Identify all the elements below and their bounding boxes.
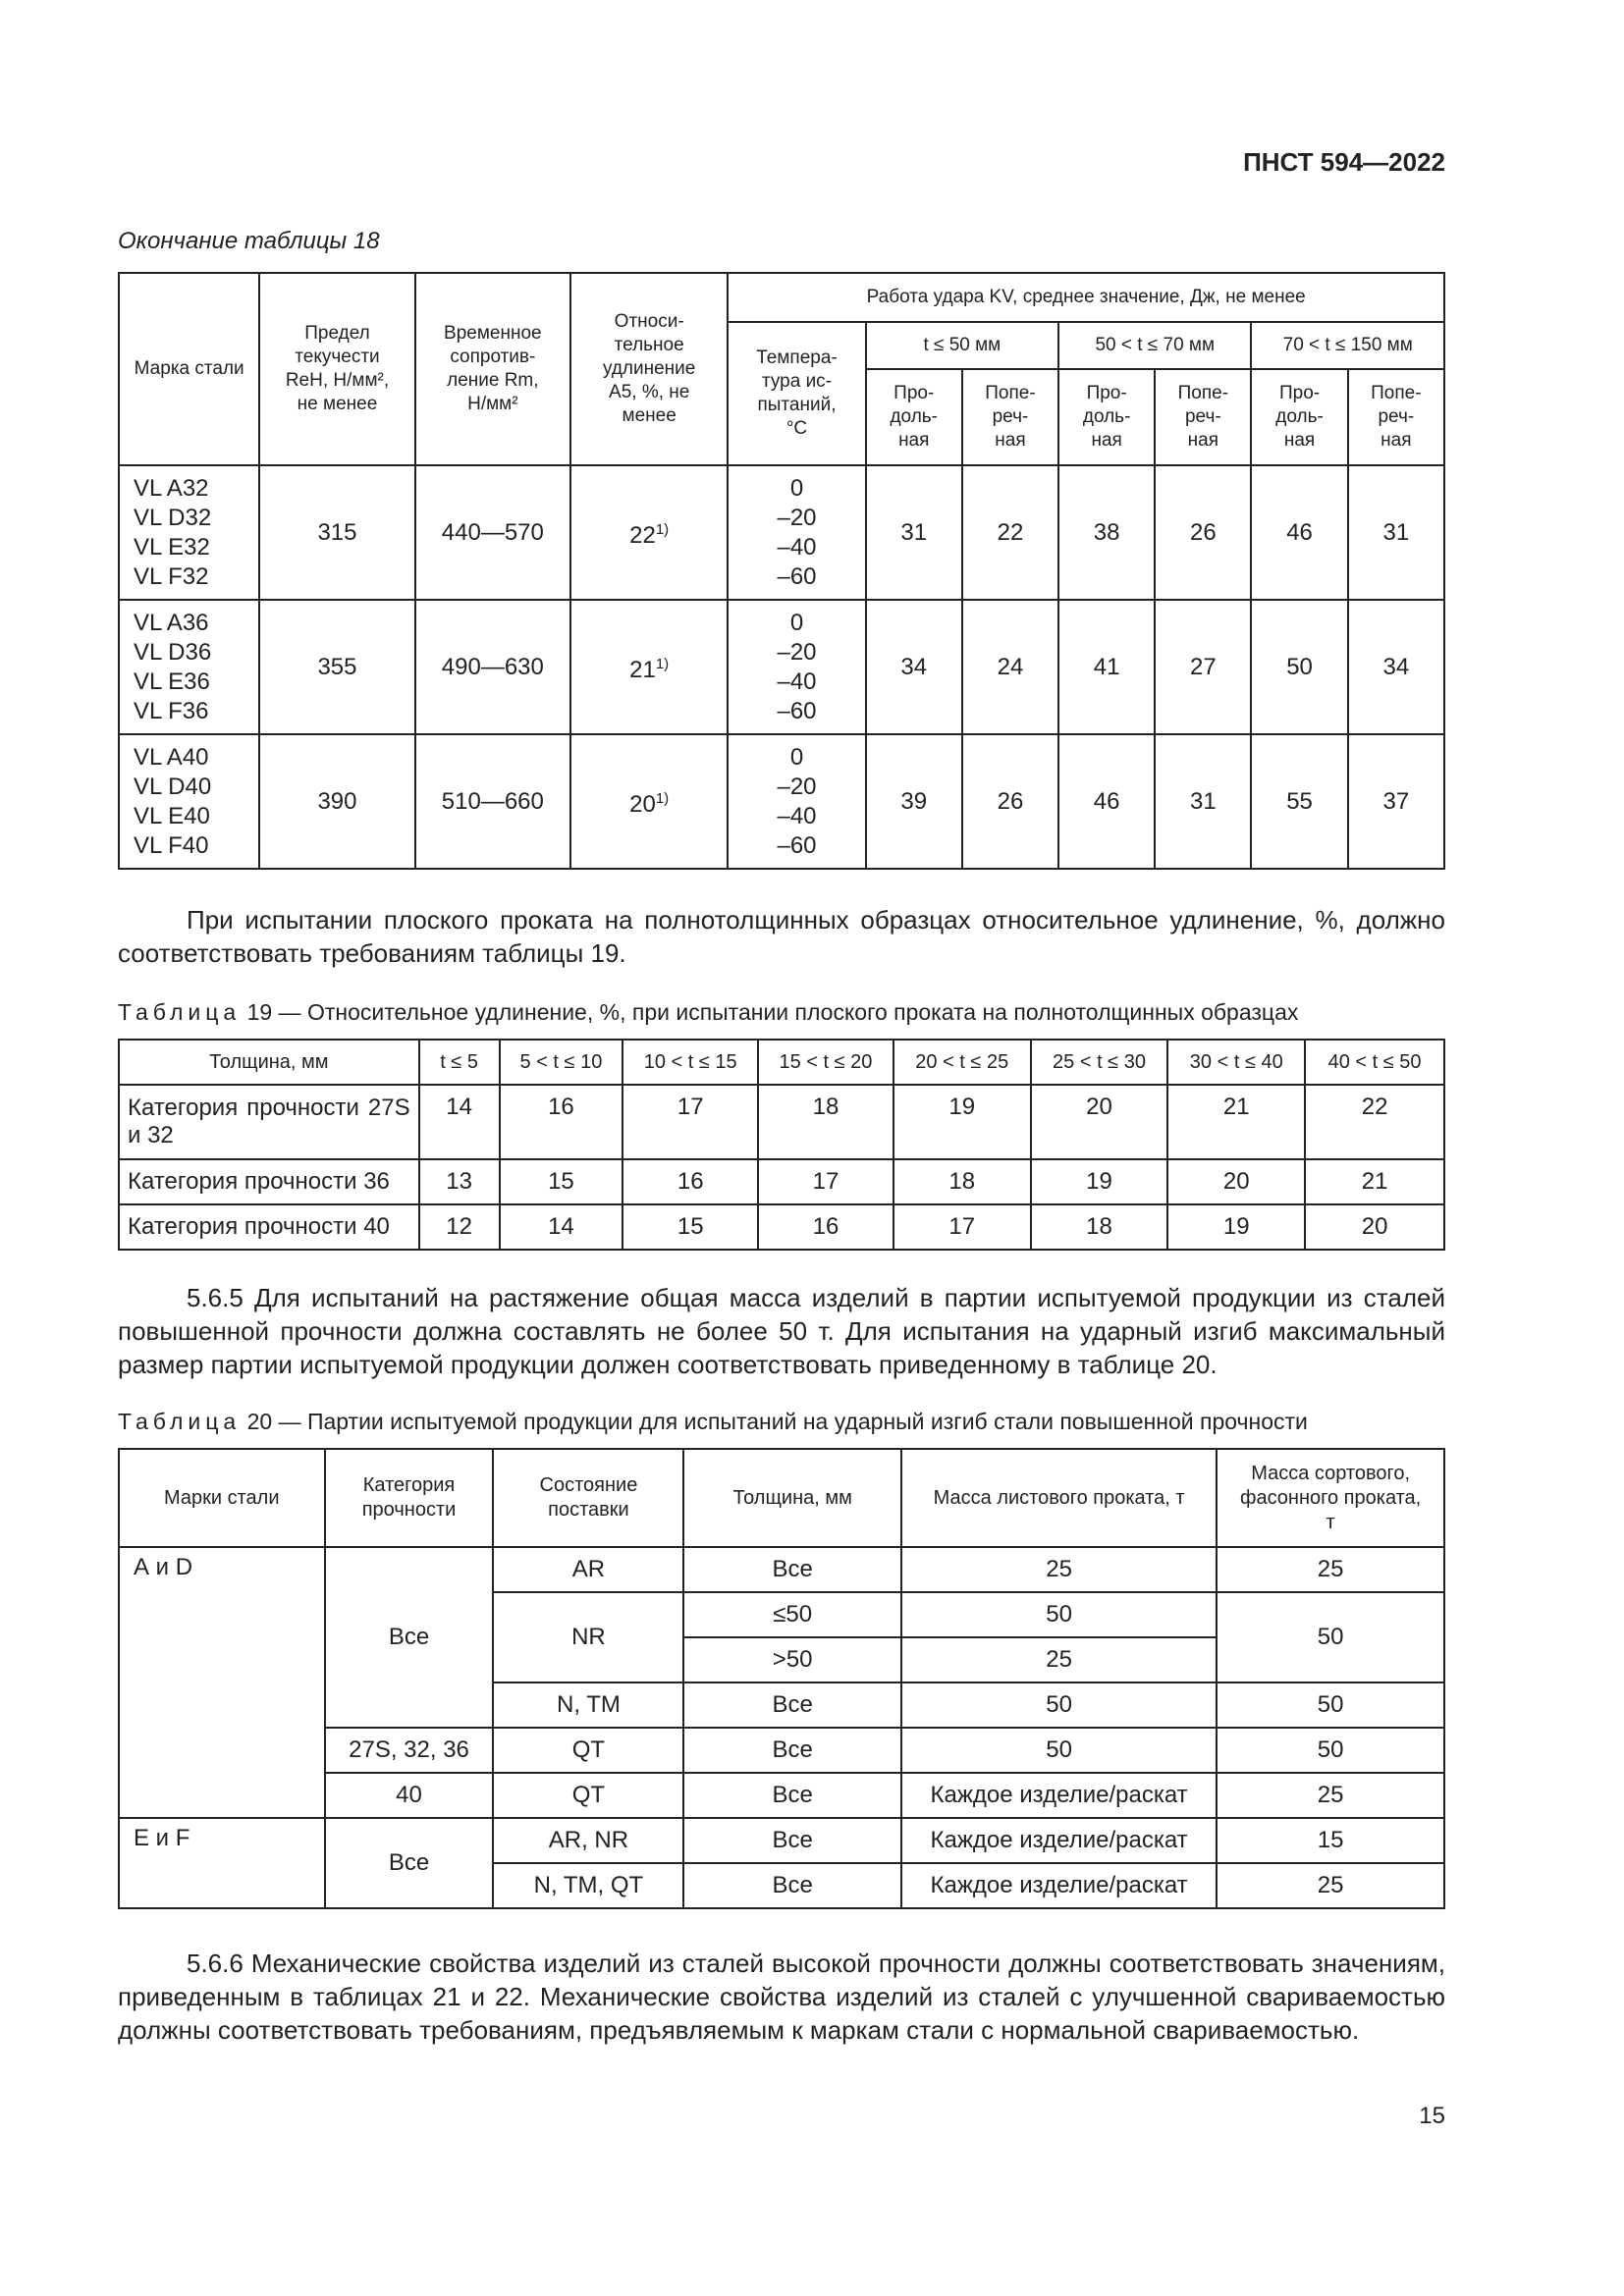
header-mark: Марка стали [119,273,259,465]
table-row: Категория прочности 36 13 15 16 17 18 19 20 21 [119,1159,1444,1204]
table-row: Категория прочности 27S и 32 14 16 17 18 19 20 21 22 [119,1085,1444,1159]
header-elongation: Относи- тельное удлинение А5, %, не менее [570,273,728,465]
header-thickness-g2: 50 < t ≤ 70 мм [1058,322,1251,369]
header-trans: Попе- реч- ная [962,369,1058,465]
table20-header: Марки стали [119,1449,325,1547]
paragraph-2: 5.6.5 Для испытаний на растяжение общая масса изделий в партии испытуемой продукции из сталей повышенной прочности должна составлять не более 50 т. Для испытания на ударный изгиб максимальный размер партии испытуемой продукции должен соответствовать приведенному в таблице 20. [118,1283,1445,1379]
header-thickness-g3: 70 < t ≤ 150 мм [1251,322,1444,369]
header-long: Про- доль- ная [866,369,962,465]
header-impact: Работа удара KV, среднее значение, Дж, не менее [728,273,1444,322]
table19-header: 25 < t ≤ 30 [1031,1040,1168,1085]
paragraph-3: 5.6.6 Механические свойства изделий из сталей высокой прочности должны соответствовать значениям, приведенным в таблицах 21 и 22. Механические свойства изделий из сталей с улучшенной свариваемостью должны соответствовать требованиям, предъявляемым к маркам стали с нормальной свариваемостью. [118,1949,1445,2045]
table19-header: 30 < t ≤ 40 [1167,1040,1305,1085]
header-trans: Попе- реч- ная [1348,369,1444,465]
table-row: Е и F Все AR, NR Все Каждое изделие/раскат 15 [119,1818,1444,1863]
table20-header: Толщина, мм [683,1449,901,1547]
table-row: >50 25 [119,1637,1444,1682]
header-long: Про- доль- ная [1251,369,1347,465]
table-row: 27S, 32, 36 QT Все 50 50 [119,1728,1444,1773]
table19-header: t ≤ 5 [419,1040,500,1085]
table20-header: Состояние поставки [493,1449,683,1547]
paragraph-1: При испытании плоского проката на полнотолщинных образцах относительное удлинение, %, должно соответствовать требованиям таблицы 19. [118,905,1445,968]
table-row: VL A40 VL D40 VL E40 VL F40 390 510—660 20$^{1)}$ 0 –20 –40 –60 39 26 46 31 55 37 [119,734,1444,869]
header-tensile: Временное сопротив- ление Rm, Н/мм² [415,273,570,465]
table-row: Категория прочности 40 12 14 15 16 17 18 19 20 [119,1204,1444,1250]
table-row: NR ≤50 50 50 [119,1592,1444,1637]
table-19 [118,1039,1445,1251]
document-header: ПНСТ 594—2022 [1243,147,1445,177]
table-row: N, TM, QT Все Каждое изделие/раскат 25 [119,1863,1444,1908]
header-thickness-g1: t ≤ 50 мм [866,322,1058,369]
table19-caption: Таблица 19 — Относительное удлинение, %, при испытании плоского проката на полнотолщинных образцах [118,999,1299,1025]
table-row: VL A36 VL D36 VL E36 VL F36 355 490—630 21$^{1)}$ 0 –20 –40 –60 34 24 41 27 50 34 [119,600,1444,734]
table-row: 40 QT Все Каждое изделие/раскат 25 [119,1773,1444,1818]
table19-header: 10 < t ≤ 15 [623,1040,758,1085]
table20-header: Категория прочности [325,1449,494,1547]
table-row: N, TM Все 50 50 [119,1682,1444,1728]
table18-caption: Окончание таблицы 18 [118,228,380,254]
table19-header: Толщина, мм [119,1040,419,1085]
header-yield: Предел текучести ReH, Н/мм², не менее [259,273,414,465]
table19-header: 5 < t ≤ 10 [500,1040,623,1085]
table20-caption: Таблица 20 — Партии испытуемой продукции для испытаний на ударный изгиб стали повышенной прочности [118,1409,1308,1434]
table19-header: 40 < t ≤ 50 [1305,1040,1444,1085]
table20-header: Масса листового проката, т [901,1449,1217,1547]
header-temperature: Темпера- тура ис- пытаний, °C [728,322,865,465]
table19-header: 20 < t ≤ 25 [893,1040,1031,1085]
table-row: VL A32 VL D32 VL E32 VL F32 315 440—570 22$^{1)}$ 0 –20 –40 –60 31 22 38 26 46 31 [119,465,1444,600]
table20-header: Масса сортового, фасонного проката, т [1217,1449,1444,1547]
table-row: А и D Все AR Все 25 25 [119,1547,1444,1592]
page-number: 15 [1419,2103,1445,2129]
table19-header: 15 < t ≤ 20 [758,1040,893,1085]
header-long: Про- доль- ная [1058,369,1155,465]
header-trans: Попе- реч- ная [1155,369,1251,465]
table-18 [118,272,1445,870]
table-20 [118,1448,1445,1909]
